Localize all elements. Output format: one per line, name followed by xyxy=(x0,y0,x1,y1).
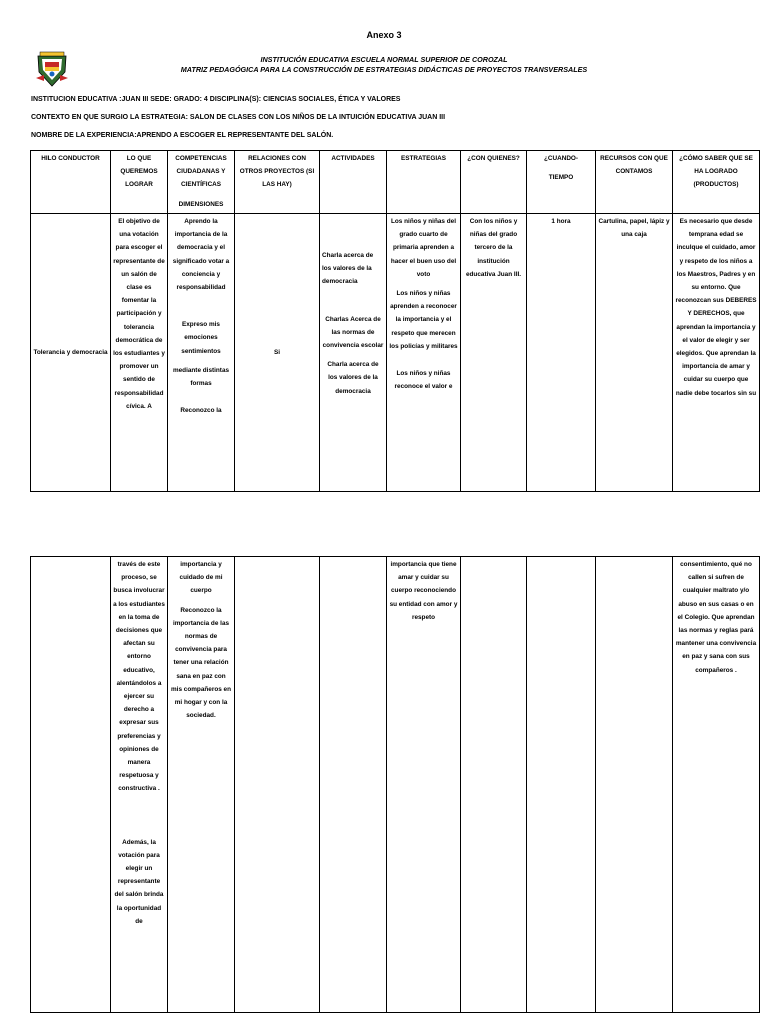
meta-institution: INSTITUCION EDUCATIVA :JUAN III SEDE: GRADO: 4 DISCIPLINA(S): CIENCIAS SOCIALES, ÉTICA Y VALORES xyxy=(31,96,401,103)
strategy-3: Los niños y niñas reconoce el valor e xyxy=(394,370,453,391)
institution-line: INSTITUCIÓN EDUCATIVA ESCUELA NORMAL SUPERIOR DE COROZAL xyxy=(260,55,508,64)
cell-cuando-cont xyxy=(527,557,596,1013)
comp-cont-text-2: Reconozco la importancia de las normas de convivencia para tener una relación sana en paz con mis compañeros en mi hogar y con la sociedad. xyxy=(170,606,232,720)
queremos-text-2: Además, la votación para elegir un representante del salón brinda la oportunidad de xyxy=(114,838,164,925)
header-row xyxy=(31,151,760,214)
cell-competencias-cont xyxy=(168,557,235,1013)
header-con-quienes: ¿CON QUIENES? xyxy=(461,151,527,214)
header-dimensiones-label: DIMENSIONES xyxy=(178,200,224,208)
header-actividades: ACTIVIDADES xyxy=(320,151,387,214)
header-queremos: LO QUE QUEREMOS LOGRAR xyxy=(111,151,168,214)
institution-heading xyxy=(0,55,768,75)
cell-queremos-cont xyxy=(111,557,168,1013)
comp-cont-text-1: importancia y cuidado de mi cuerpo xyxy=(179,561,223,595)
header-hilo: HILO CONDUCTOR xyxy=(31,151,111,214)
cell-actividades xyxy=(320,214,387,492)
meta-experience-name: NOMBRE DE LA EXPERIENCIA:APRENDO A ESCOGER EL REPRESENTANTE DEL SALÓN. xyxy=(31,132,334,139)
queremos-text-1: través de este proceso, se busca involucrar a los estudiantes en la toma de decisiones que afectan su entorno educativo, alentándolos a ejercer su derecho a expresar sus preferencias y opiniones de manera respetuosa y constructiva . xyxy=(113,561,165,793)
matrix-table-page-1 xyxy=(30,150,760,492)
comp-text-1: Aprendo la importancia de la democracia y el significado votar a conciencia y responsabilidad xyxy=(172,218,230,292)
header-estrategias: ESTRATEGIAS xyxy=(387,151,461,214)
cell-relaciones: Si xyxy=(235,214,320,492)
annex-title: Anexo 3 xyxy=(366,30,402,40)
matrix-line: MATRIZ PEDAGÓGICA PARA LA CONSTRUCCIÓN DE ESTRATEGIAS DIDÁCTICAS DE PROYECTOS TRANSVERSALES xyxy=(180,65,588,74)
cell-relaciones-cont xyxy=(235,557,320,1013)
cell-estrategias xyxy=(387,214,461,492)
table-row xyxy=(31,557,760,1013)
cell-con-quienes: Con los niños y niñas del grado tercero de la institución educativa Juan III. xyxy=(461,214,527,492)
cell-hilo-cont xyxy=(31,557,111,1013)
matrix-table-page-2 xyxy=(30,556,760,1013)
strategy-2: Los niños y niñas aprenden a reconocer la importancia y el respeto que merecen los policías y militares xyxy=(389,290,458,350)
cell-queremos: El objetivo de una votación para escoger el representante de un salón de clase es fomentar la participación y tolerancia democrática de los estudiantes y promover un sentido de responsabilidad cívica. A xyxy=(111,214,168,492)
cell-como-saber: Es necesario que desde temprana edad se inculque el cuidado, amor y respeto de los niños a los Maestros, Padres y en su entorno. Que reconozcan sus DEBERES Y DERECHOS, que aprendan la importancia y el valor de elegir y ser elegidos. Que aprendan la importancia de amar y cuidar su cuerpo que nadie debe tocarlos sin su xyxy=(673,214,760,492)
cell-estrategias-cont: importancia que tiene amar y cuidar su cuerpo reconociendo su entidad con amor y respeto xyxy=(387,557,461,1013)
cell-con-quienes-cont xyxy=(461,557,527,1013)
table-row xyxy=(31,214,760,492)
header-tiempo-label: TIEMPO xyxy=(548,174,574,182)
activity-1: Charla acerca de los valores de la democracia xyxy=(322,252,374,286)
cell-recursos: Cartulina, papel, lápiz y una caja xyxy=(596,214,673,492)
header-relaciones: RELACIONES CON OTROS PROYECTOS (SI LAS HAY) xyxy=(235,151,320,214)
comp-text-2: Expreso mis emociones sentimientos xyxy=(181,321,221,355)
cell-como-saber-cont: consentimiento, qué no callen si sufren de cualquier maltrato y/o abuso en sus casas o en el Colegio. Que aprendan las normas y reglas pará mantener una convivencia en paz y sana con sus compañeros . xyxy=(673,557,760,1013)
header-cuando-label: ¿CUANDO- xyxy=(543,155,579,162)
activity-2: Charlas Acerca de las normas de convivencia escolar xyxy=(322,315,384,350)
activity-3: Charla acerca de los valores de la democracia xyxy=(327,361,379,395)
cell-cuando: 1 hora xyxy=(527,214,596,492)
comp-text-3: mediante distintas formas xyxy=(172,366,230,388)
header-competencias-label: COMPETENCIAS CIUDADANAS Y CIENTÍFICAS xyxy=(175,155,227,189)
header-cuando xyxy=(527,151,596,214)
cell-actividades-cont xyxy=(320,557,387,1013)
strategy-1: Los niños y niñas del grado cuarto de primaria aprenden a hacer el buen uso del voto xyxy=(390,218,457,278)
meta-context: CONTEXTO EN QUE SURGIO LA ESTRATEGIA: SALON DE CLASES CON LOS NIÑOS DE LA INTUICIÓN EDUCATIVA JUAN III xyxy=(31,114,446,121)
cell-hilo: Tolerancia y democracia xyxy=(31,214,111,492)
header-recursos: RECURSOS CON QUE CONTAMOS xyxy=(596,151,673,214)
cell-recursos-cont xyxy=(596,557,673,1013)
comp-text-4: Reconozco la xyxy=(180,407,222,415)
header-competencias xyxy=(168,151,235,214)
header-como-saber: ¿CÓMO SABER QUE SE HA LOGRADO (PRODUCTOS) xyxy=(673,151,760,214)
cell-competencias xyxy=(168,214,235,492)
